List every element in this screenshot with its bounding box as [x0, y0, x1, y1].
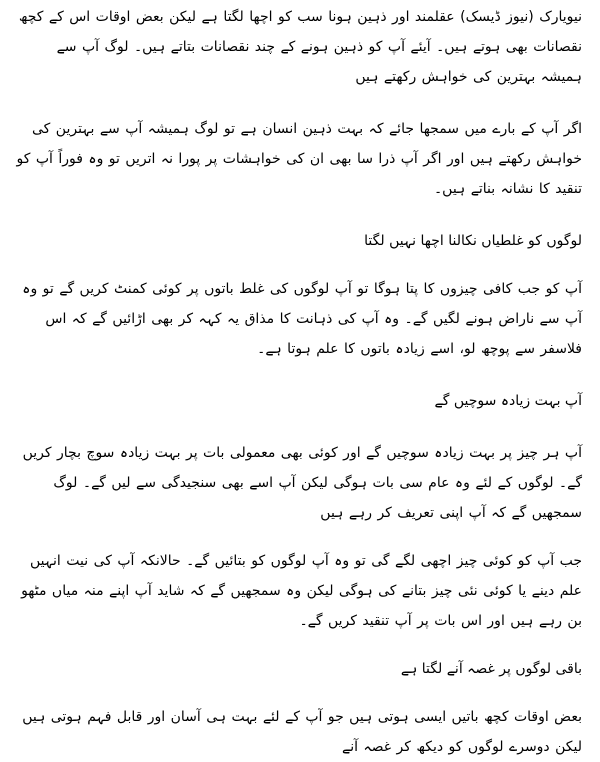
section-heading: لوگوں کو غلطیاں نکالنا اچھا نہیں لگتا — [364, 233, 582, 249]
article-paragraph: آپ کو جب کافی چیزوں کا پتا ہوگا تو آپ لوگوں کی غلط باتوں پر کوئی کمنٹ کریں گے تو وہ آپ سے ناراض ہونے لگیں گے۔ وہ آپ کی ذہانت کا مذاق یہ کہہ کر بھی اڑائیں گے کہ اس فلاسفر سے پوچھ لو، اسے زیادہ باتوں کا علم ہوتا ہے۔ — [22, 281, 582, 357]
article-body — [14, 0, 582, 762]
article-paragraph: آپ ہر چیز پر بہت زیادہ سوچیں گے اور کوئی بھی معمولی بات پر بہت زیادہ سوچ بچار کریں گے۔ لوگوں کے لئے وہ عام سی بات ہوگی لیکن آپ اسے بھی سنجیدگی سے لیں گے۔ لوگ سمجھیں گے کہ آپ اپنی تعریف کر رہے ہیں — [22, 445, 582, 521]
article-paragraph: بعض اوقات کچھ باتیں ایسی ہوتی ہیں جو آپ کے لئے بہت ہی آسان اور قابل فہم ہوتی ہیں لیکن دوسرے لوگوں کو دیکھ کر غصہ آنے — [22, 709, 582, 755]
article-paragraph: جب آپ کو کوئی چیز اچھی لگے گی تو وہ آپ لوگوں کو بتائیں گے۔ حالانکہ آپ کی نیت انہیں علم دینے یا کوئی نئی چیز بتانے کی ہوگی لیکن وہ سمجھیں گے کہ شاید آپ اپنے منہ میاں مٹھو بن رہے ہیں اور اس بات پر آپ تنقید کریں گے۔ — [21, 553, 582, 629]
section-heading: باقی لوگوں پر غصہ آنے لگتا ہے — [400, 661, 582, 677]
article-paragraph: اگر آپ کے بارے میں سمجھا جائے کہ بہت ذہین انسان ہے تو لوگ ہمیشہ آپ سے بہترین کی خواہش رکھتے ہیں اور اگر آپ ذرا سا بھی ان کی خواہشات پر پورا نہ اتریں تو وہ فوراً آپ کو تنقید کا نشانہ بناتے ہیں۔ — [16, 121, 582, 197]
article-intro-paragraph: نیویارک (نیوز ڈیسک) عقلمند اور ذہین ہونا سب کو اچھا لگتا ہے لیکن بعض اوقات اس کے کچھ نقصانات بھی ہوتے ہیں۔ آیئے آپ کو ذہین ہونے کے چند نقصانات بتاتے ہیں۔ لوگ آپ سے ہمیشہ بہترین کی خواہش رکھتے ہیں — [18, 9, 582, 85]
section-heading: آپ بہت زیادہ سوچیں گے — [434, 393, 582, 409]
